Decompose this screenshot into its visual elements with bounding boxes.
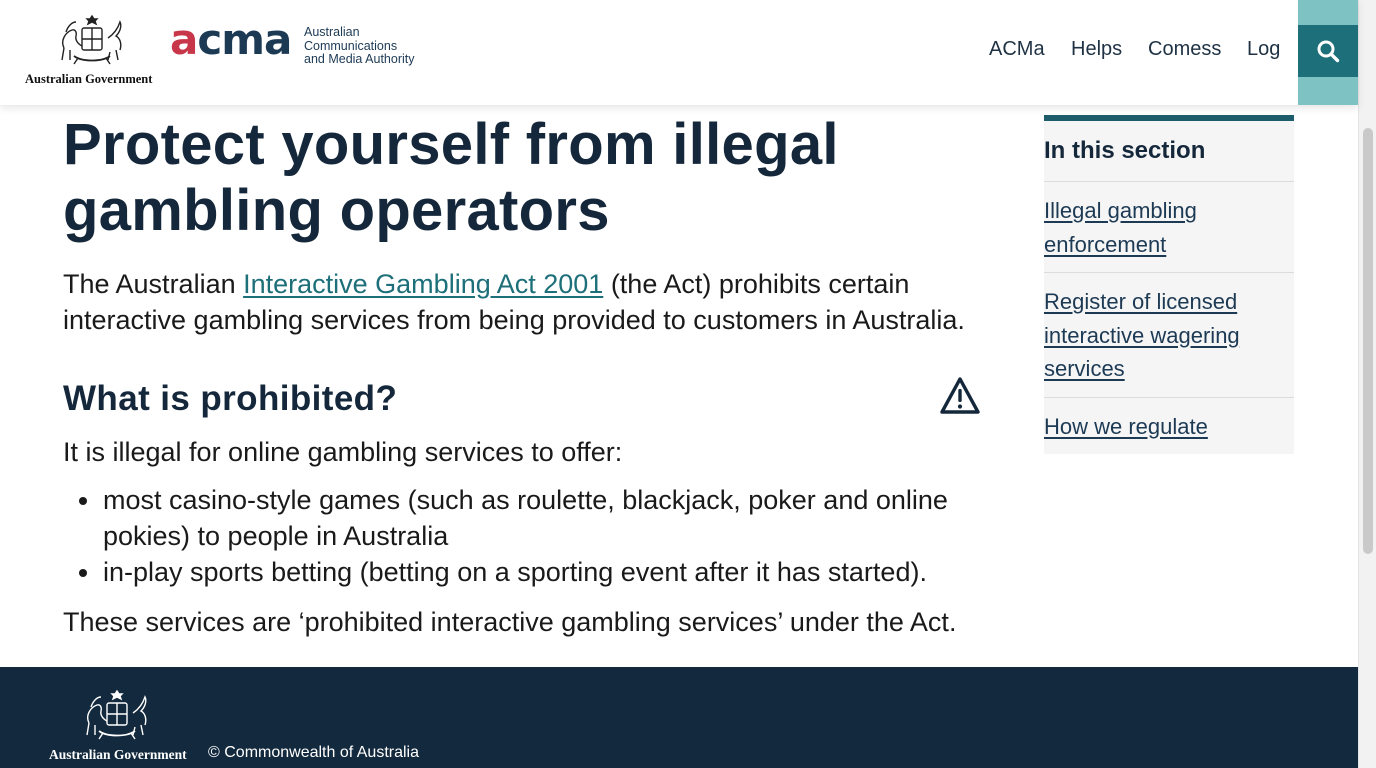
acma-subtitle-line: Australian <box>304 25 360 39</box>
section-sidebar <box>1044 115 1294 454</box>
site-footer <box>0 667 1358 768</box>
acma-subtitle-line: Communications <box>304 38 398 53</box>
site-header <box>0 0 1358 105</box>
search-button[interactable] <box>1298 0 1358 105</box>
footer-gov-logo-text: Australian Government <box>49 747 187 762</box>
intro-text-after: (the Act) prohibits certain interactive gambling services from being provided to customers in Australia. <box>63 269 965 335</box>
sidebar-heading: In this section <box>1044 121 1294 182</box>
sidebar-link-illegal-gambling-enforcement[interactable]: Illegal gambling enforcement <box>1044 182 1294 273</box>
intro-text-before: The Australian <box>63 269 244 299</box>
interactive-gambling-act-link[interactable]: Interactive Gambling Act 2001 <box>243 269 604 299</box>
nav-item-acma[interactable]: ACMa <box>989 38 1045 60</box>
nav-item-comess[interactable]: Comess <box>1148 38 1222 60</box>
sidebar-link-register-licensed-wagering[interactable]: Register of licensed interactive wagering services <box>1044 273 1294 398</box>
list-item: in-play sports betting (betting on a sporting event after it has started). <box>63 554 1013 590</box>
warning-icon <box>939 376 981 416</box>
coat-of-arms-icon <box>52 12 132 70</box>
gov-logo-text: Australian Government <box>25 72 153 86</box>
search-button-inner <box>1298 25 1358 77</box>
vertical-scrollbar[interactable] <box>1358 0 1376 768</box>
acma-subtitle <box>304 26 474 67</box>
australian-government-logo[interactable] <box>22 10 162 90</box>
scrollbar-thumb[interactable] <box>1363 128 1373 554</box>
nav-item-helps[interactable]: Helps <box>1071 38 1123 60</box>
list-item: most casino-style games (such as roulette, blackjack, poker and online pokies) to people in Australia <box>63 482 1013 554</box>
closing-paragraph: These services are ‘prohibited interactive gambling services’ under the Act. <box>63 607 957 637</box>
intro-paragraph <box>63 266 1003 338</box>
coat-of-arms-icon <box>77 687 157 745</box>
sidebar-link-how-we-regulate[interactable]: How we regulate <box>1044 413 1208 439</box>
acma-wordmark-rest: cma <box>197 15 292 64</box>
nav-item-log[interactable]: Log <box>1247 38 1281 60</box>
prohibited-list <box>63 482 1013 590</box>
acma-wordmark <box>170 15 292 64</box>
search-icon <box>1316 39 1340 63</box>
acma-wordmark-a: a <box>170 15 198 64</box>
page-title: Protect yourself from illegal gambling operators <box>63 112 839 243</box>
acma-subtitle-line: and Media Authority <box>304 52 415 66</box>
offer-text: It is illegal for online gambling services to offer: <box>63 437 623 467</box>
section-heading: What is prohibited? <box>63 379 398 418</box>
copyright-text: © Commonwealth of Australia <box>208 744 419 761</box>
